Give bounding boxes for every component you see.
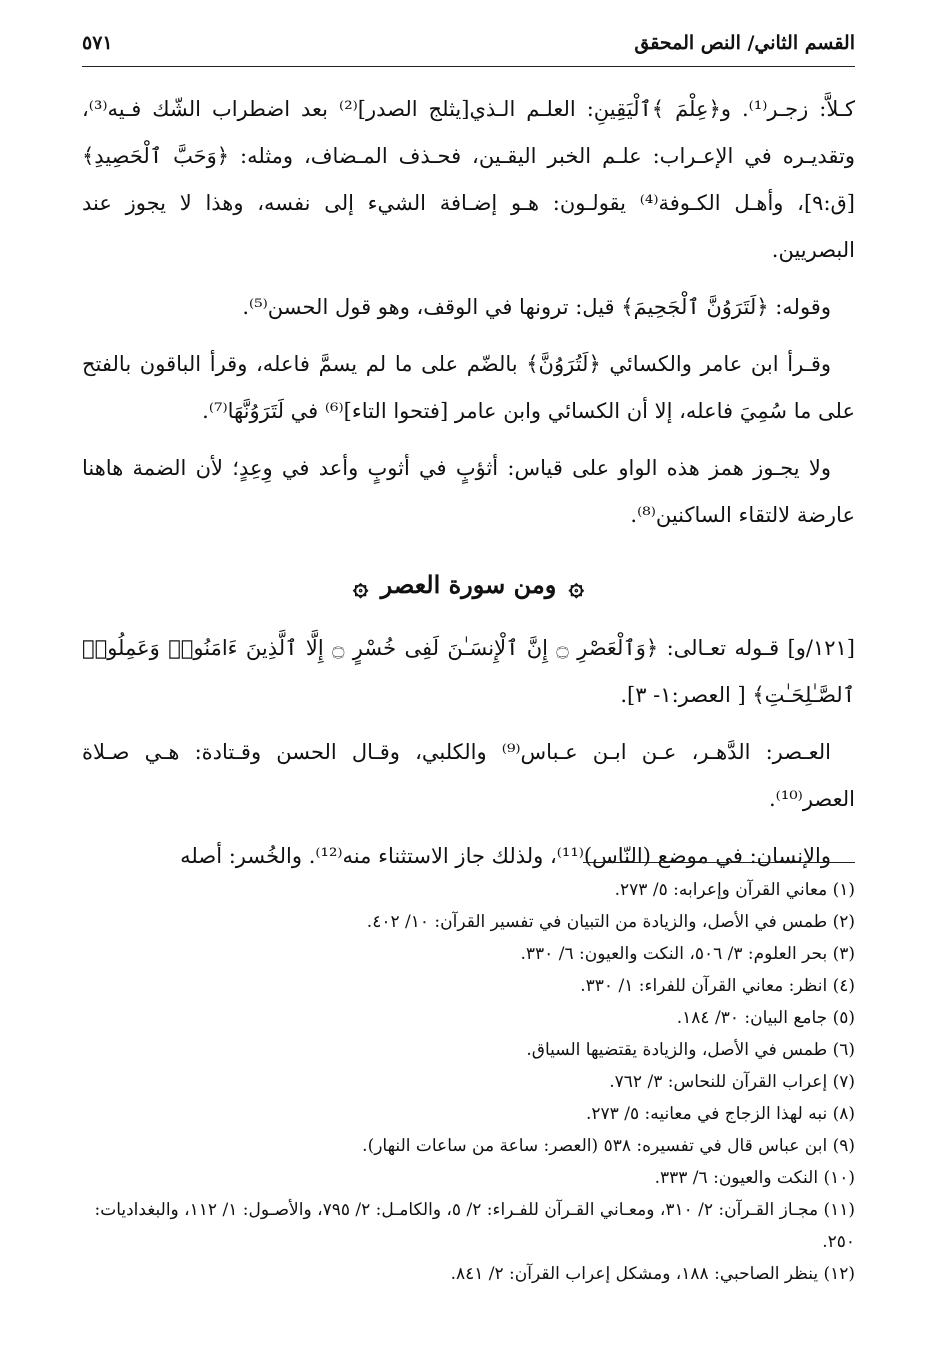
footnote: (٥) جامع البيان: ٣٠/ ١٨٤. xyxy=(676,1008,855,1028)
ornament-left-icon: ۞ xyxy=(353,571,369,602)
surah-heading-text: ومن سورة العصر xyxy=(380,570,557,599)
footnote: (٢) طمس في الأصل، والزيادة من التبيان في تفسير القرآن: ١٠/ ٤٠٢. xyxy=(366,912,855,932)
surah-heading xyxy=(82,565,855,607)
footnotes xyxy=(82,874,855,1290)
paragraph: ولا يجـوز همز هذه الواو على قياس: أثؤبٍ في أثوبٍ وأعد في وِعِدٍ؛ لأن الضمة هاهنا عارضة لالتقاء الساكنين⁽⁸⁾. xyxy=(82,456,855,527)
footnote: (٤) انظر: معاني القرآن للفراء: ١/ ٣٣٠. xyxy=(580,976,855,996)
footnote: (٩) ابن عباس قال في تفسيره: ٥٣٨ (العصر: ساعة من ساعات النهار). xyxy=(362,1136,855,1156)
footnote-divider xyxy=(583,862,855,863)
main-text xyxy=(82,86,855,890)
running-header xyxy=(82,30,855,67)
paragraph: [١٢١/و] قـوله تعـالى: ﴿وَٱلْعَصْرِ ۝ إِنَّ ٱلْإِنسَـٰنَ لَفِى خُسْرٍ ۝ إِلَّا ٱلَّذِينَ ءَامَنُوا۟ وَعَمِلُوا۟ ٱلصَّـٰلِحَـٰتِ﴾ [ العصر:١- ٣]. xyxy=(82,635,855,707)
paragraph: وقوله: ﴿لَتَرَوُنَّ ٱلْجَحِيمَ﴾ قيل: ترونها في الوقف، وهو قول الحسن⁽⁵⁾. xyxy=(242,295,831,319)
paragraph: كـلاَّ: زجـر⁽¹⁾. و﴿عِلْمَ ﴾ٱلْيَقِينِ: العلـم الـذي[يثلج الصدر]⁽²⁾ بعد اضطراب الشّك فـيه⁽³⁾، وتقديـره في الإعـراب: علـم الخبر اليقـين، فحـذف المـضاف، ومثله: ﴿وَحَبَّ ٱلْحَصِيدِ﴾ [ق:٩]، وأهـل الكـوفة⁽⁴⁾ يقولـون: هـو إضـافة الشيء إلى نفسه، وهذا لا يجوز عند البصريين. xyxy=(82,97,856,262)
footnote: (١١) مجـاز القـرآن: ٢/ ٣١٠، ومعـاني القـرآن للفـراء: ٢/ ٥، والكامـل: ٢/ ٧٩٥، والأصـول: ١/ ١١٢، والبغداديات: ٢٥٠. xyxy=(94,1200,855,1252)
page-number: ٥٧١ xyxy=(82,32,113,54)
paragraph: وقـرأ ابن عامر والكسائي ﴿لَتُرَوُنَّ﴾ بالضّم على ما لم يسمَّ فاعله، وقرأ الباقون بالفتح على ما سُمِيَ فاعله، إلا أن الكسائي وابن عامر [فتحوا التاء]⁽⁶⁾ في لَتَرَوُنَّهَا⁽⁷⁾. xyxy=(82,352,855,423)
paragraph: والإنسان: في موضع (النّاس)⁽¹¹⁾، ولذلك جاز الاستثناء منه⁽¹²⁾. والخُسر: أصله xyxy=(180,843,831,868)
ornament-right-icon: ۞ xyxy=(568,571,584,602)
footnote: (٧) إعراب القرآن للنحاس: ٣/ ٧٦٢. xyxy=(609,1072,855,1092)
footnote: (٨) نبه لهذا الزجاج في معانيه: ٥/ ٢٧٣. xyxy=(586,1104,855,1124)
footnote: (١٢) ينظر الصاحبي: ١٨٨، ومشكل إعراب القرآن: ٢/ ٨٤١. xyxy=(450,1264,855,1284)
footnote: (٦) طمس في الأصل، والزيادة يقتضيها السياق. xyxy=(526,1040,855,1060)
footnote: (٣) بحر العلوم: ٣/ ٥٠٦، النكت والعيون: ٦/ ٣٣٠. xyxy=(520,944,855,964)
section-title: القسم الثاني/ النص المحقق xyxy=(634,32,855,54)
footnote: (١) معاني القرآن وإعرابه: ٥/ ٢٧٣. xyxy=(614,880,855,900)
paragraph: العـصر: الدَّهـر، عـن ابـن عـباس⁽⁹⁾ والكلبي، وقـال الحسن وقـتادة: هـي صـلاة العصر⁽¹⁰⁾. xyxy=(82,739,855,811)
footnote: (١٠) النكت والعيون: ٦/ ٣٣٣. xyxy=(654,1168,855,1188)
